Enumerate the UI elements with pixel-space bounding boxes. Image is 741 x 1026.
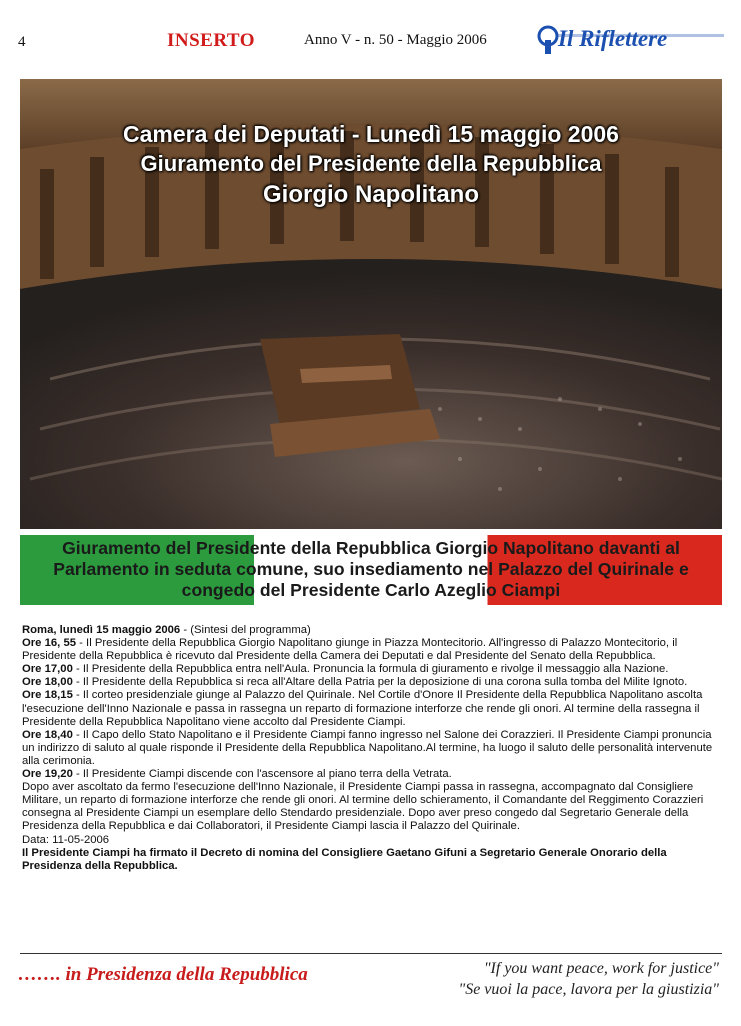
footer-divider: [20, 953, 722, 954]
entry-text: - Il corteo presidenziale giunge al Palazzo del Quirinale. Nel Cortile d'Onore Il Presidente della Repubblica Napolitano ascolta l'esecuzione dell'Inno Nazionale e passa in rassegna un reparto di formazione interforze che rende gli onori. Al termine della rassegna il Presidente della Repubblica Napolitano viene accolto dal Presidente Ciampi.: [22, 689, 703, 728]
entry-text: - Il Presidente della Repubblica Giorgio Napolitano giunge in Piazza Montecitorio. All'ingresso di Palazzo Montecitorio, il Presidente della Repubblica è ricevuto dal Presidente della Camera dei Deputati e dal Presidente del Senato della Repubblica.: [22, 637, 678, 663]
schedule-entry: [22, 689, 722, 728]
logo-mark-icon: [536, 22, 560, 56]
photo-overlay-title: Camera dei Deputati - Lunedì 15 maggio 2006: [123, 121, 619, 147]
issue-info: Anno V - n. 50 - Maggio 2006: [304, 32, 487, 48]
schedule-entry: [22, 663, 722, 676]
final-note: Il Presidente Ciampi ha firmato il Decreto di nomina del Consigliere Gaetano Gifuni a Segretario Generale Onorario della Presidenza della Repubblica.: [22, 846, 667, 872]
dateline-rest: - (Sintesi del programma): [180, 624, 311, 636]
masthead-logo: [536, 22, 726, 56]
page-header: [0, 0, 741, 62]
parliament-photo: [20, 79, 722, 529]
article-date: Data: 11-05-2006: [22, 833, 110, 846]
footer-quote-italian: "Se vuoi la pace, lavora per la giustizia": [458, 981, 719, 998]
schedule-entry: [22, 729, 722, 768]
entry-time: Ore 19,20: [22, 768, 73, 781]
section-label: INSERTO: [167, 30, 256, 51]
dateline-bold: Roma, lunedì 15 maggio 2006: [22, 624, 181, 636]
entry-time: Ore 16, 55: [22, 637, 77, 650]
page-number: 4: [18, 34, 26, 50]
dateline: [22, 624, 722, 637]
schedule-entry: [22, 676, 722, 689]
tricolor-headline-banner: [20, 535, 722, 605]
schedule-entry: [22, 637, 722, 663]
entry-time: Ore 18,40: [22, 728, 73, 741]
footer-quote-english: "If you want peace, work for justice": [483, 960, 719, 977]
entry-time: Ore 18,15: [22, 689, 73, 702]
logo-text: Il Riflettere: [558, 26, 668, 51]
entry-text: - Il Presidente della Repubblica entra nell'Aula. Pronuncia la formula di giuramento e rivolge il messaggio alla Nazione.: [72, 663, 669, 676]
photo-overlay-name: Giorgio Napolitano: [263, 181, 479, 208]
entry-text: - Il Presidente Ciampi discende con l'ascensore al piano terra della Vetrata.: [72, 768, 452, 781]
entry-time: Ore 17,00: [22, 663, 73, 676]
article-body: [22, 624, 722, 873]
continuation-paragraph: Dopo aver ascoltato da fermo l'esecuzione dell'Inno Nazionale, il Presidente Ciampi passa in rassegna, accompagnato dal Consigliere Militare, un reparto di formazione interforze che rende gli onori. Al termine dello schieramento, il Comandante del Reggimento Corazzieri consegna al Presidente Ciampi un esemplare dello Stendardo presidenziale. Dopo aver preso congedo dal Segretario Generale della Presidenza della Repubblica e dai Collaboratori, il Presidente Ciampi lascia il Palazzo del Quirinale.: [22, 781, 704, 833]
entry-text: - Il Presidente della Repubblica si reca all'Altare della Patria per la deposizione di una corona sulla tomba del Milite Ignoto.: [72, 676, 688, 689]
footer-section-title: ……. in Presidenza della Repubblica: [18, 964, 308, 985]
headline-text: Giuramento del Presidente della Repubblica Giorgio Napolitano davanti al Parlamento in seduta comune, suo insediamento nel Palazzo del Quirinale e congedo del Presidente Carlo Azeglio Ciampi: [53, 538, 689, 600]
photo-overlay-subtitle: Giuramento del Presidente della Repubblica: [140, 151, 602, 176]
entry-text: - Il Capo dello Stato Napolitano e il Presidente Ciampi fanno ingresso nel Salone dei Corazzieri. Il Presidente Ciampi pronuncia un indirizzo di saluto al quale risponde il Presidente della Repubblica Napolitano.Al termine, ha luogo il saluto delle personalità intervenute alla cerimonia.: [22, 728, 713, 767]
entry-time: Ore 18,00: [22, 676, 73, 689]
schedule-entry: [22, 768, 722, 781]
